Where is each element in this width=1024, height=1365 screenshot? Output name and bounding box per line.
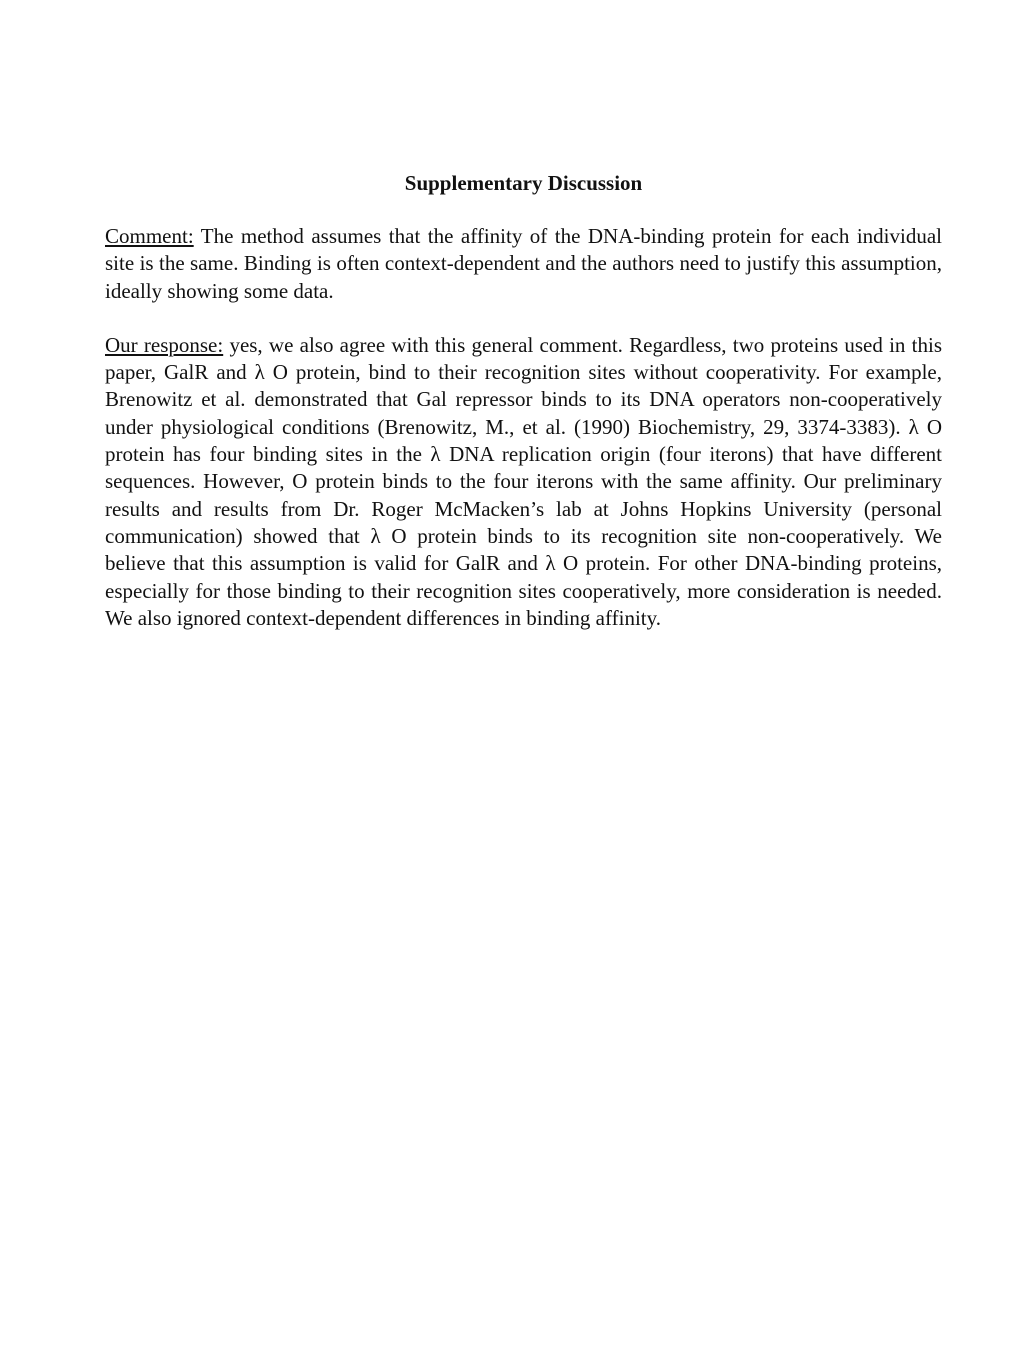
response-text: yes, we also agree with this general comment. Regardless, two proteins used in this paper, GalR and λ O protein, bind to their recognition sites without cooperativity. For example, Brenowitz et al. demonstrated that Gal repressor binds to its DNA operators non-cooperatively under physiological conditions (Brenowitz, M., et al. (1990) Biochemistry, 29, 3374-3383). λ O protein has four binding sites in the λ DNA replication origin (four iterons) that have different sequences. However, O protein binds to the four iterons with the same affinity. Our preliminary results and results from Dr. Roger McMacken’s lab at Johns Hopkins University (personal communication) showed that λ O protein binds to its recognition site non-cooperatively. We believe that this assumption is valid for GalR and λ O protein. For other DNA-binding proteins, especially for those binding to their recognition sites cooperatively, more consideration is needed. We also ignored context-dependent differences in binding affinity. — [105, 332, 942, 630]
comment-paragraph — [105, 223, 942, 305]
response-paragraph — [105, 332, 942, 632]
document-page — [105, 168, 942, 659]
document-title: Supplementary Discussion — [404, 171, 643, 195]
comment-text: The method assumes that the affinity of the DNA-binding protein for each individual site is the same. Binding is often context-dependent and the authors need to justify this assumption, ideally showing some data. — [105, 224, 942, 303]
comment-label: Comment: — [105, 224, 194, 248]
response-label: Our response: — [105, 332, 224, 357]
